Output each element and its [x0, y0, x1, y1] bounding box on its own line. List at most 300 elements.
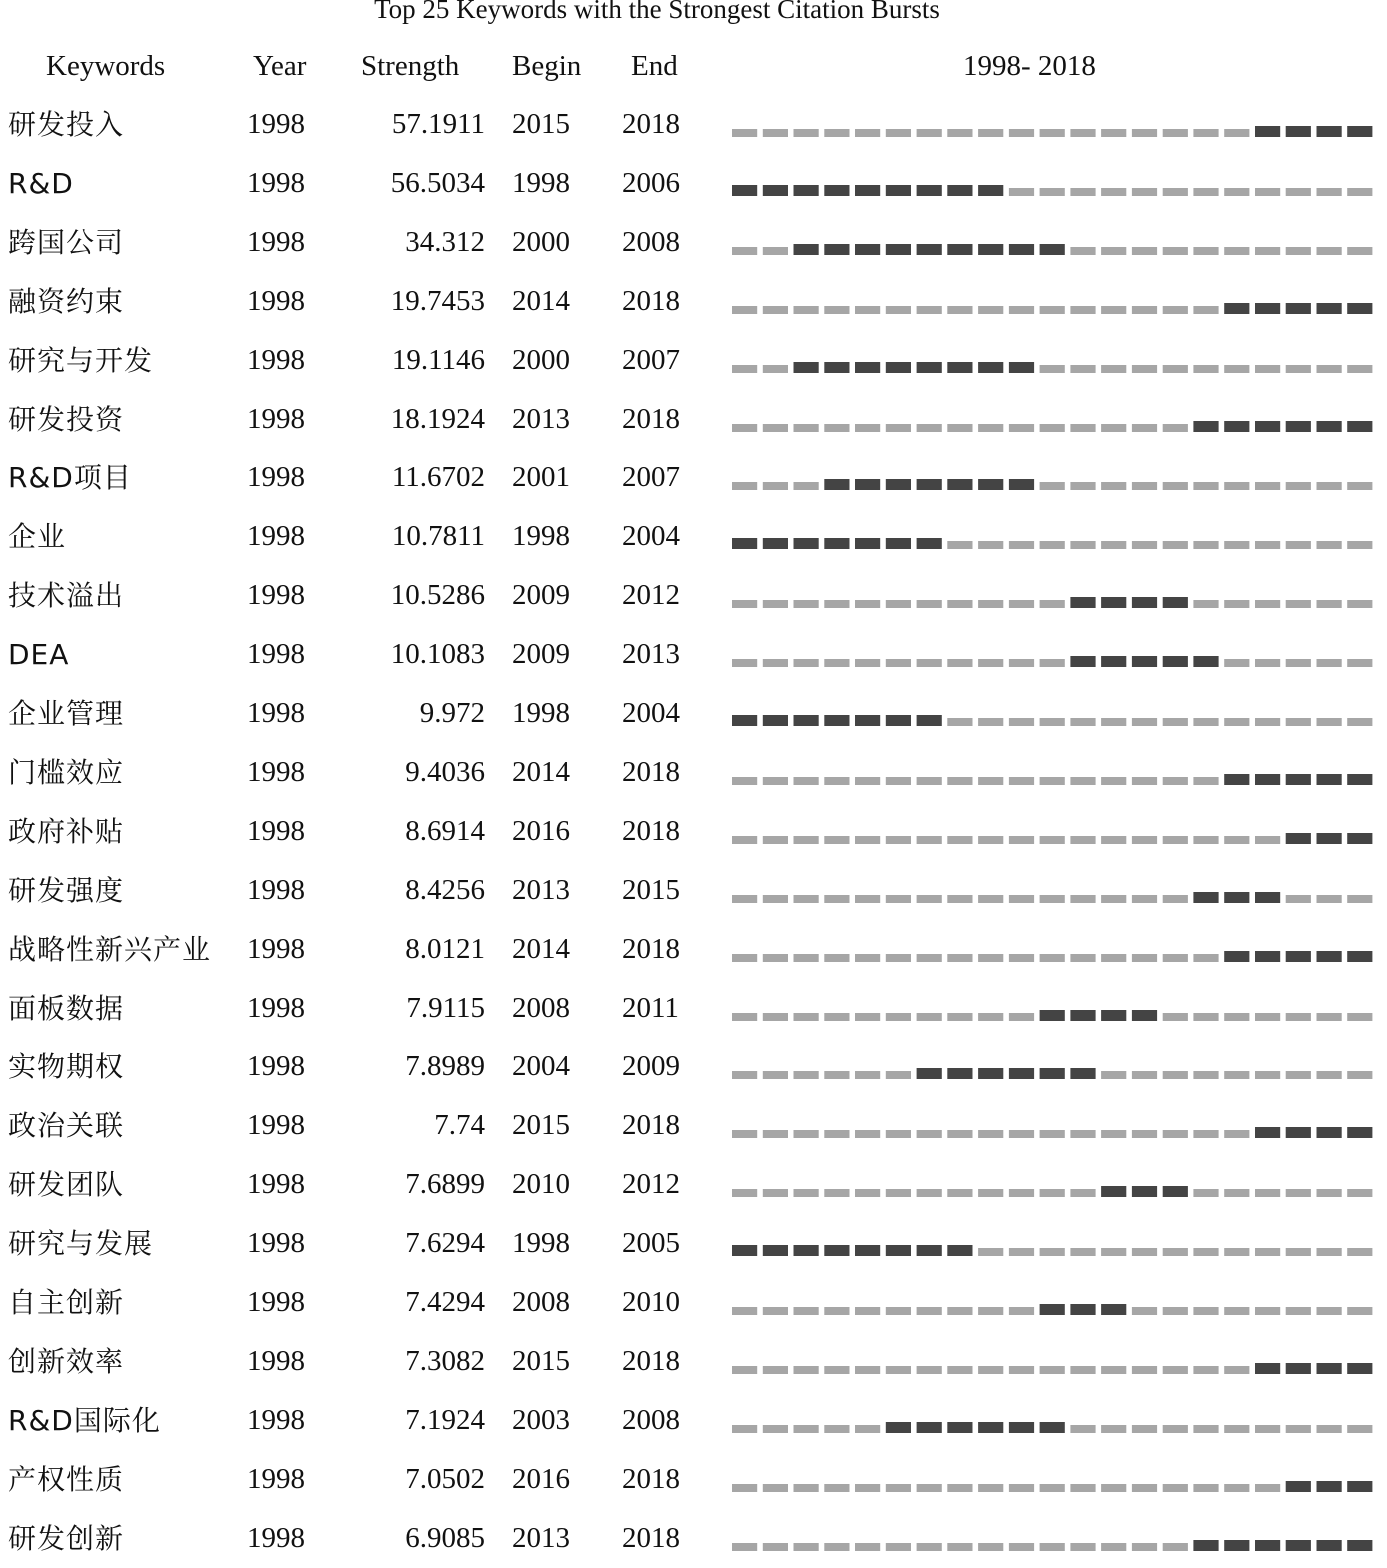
year-segment	[978, 306, 1003, 314]
burst-timeline	[0, 979, 1387, 1038]
year-segment	[886, 424, 911, 432]
year-segment	[1286, 1248, 1311, 1256]
year-segment	[763, 129, 788, 137]
year-segment	[1101, 1425, 1126, 1433]
burst-timeline	[0, 331, 1387, 390]
year-segment	[1193, 718, 1218, 726]
year-segment	[1163, 1484, 1188, 1492]
begin-cell: 2016	[512, 1462, 570, 1495]
year-cell: 1998	[247, 1168, 305, 1201]
burst-segment	[1101, 1010, 1126, 1021]
burst-segment	[886, 1422, 911, 1433]
year-segment	[978, 659, 1003, 667]
year-segment	[1255, 836, 1280, 844]
year-segment	[1193, 1013, 1218, 1021]
year-segment	[855, 1366, 880, 1374]
burst-segment	[1317, 1127, 1342, 1138]
burst-segment	[763, 715, 788, 726]
year-segment	[978, 836, 1003, 844]
burst-segment	[1317, 126, 1342, 137]
begin-cell: 2009	[512, 579, 570, 612]
burst-segment	[1101, 656, 1126, 667]
burst-segment	[917, 1068, 942, 1079]
keyword-cell: 融资约束	[8, 284, 125, 318]
year-segment	[1255, 247, 1280, 255]
keyword-cell: 创新效率	[8, 1344, 125, 1378]
year-segment	[1255, 1307, 1280, 1315]
begin-cell: 1998	[512, 697, 570, 729]
year-segment	[763, 306, 788, 314]
burst-segment	[917, 538, 942, 549]
year-segment	[1347, 482, 1372, 490]
burst-segment	[1101, 597, 1126, 608]
year-segment	[1070, 1484, 1095, 1492]
burst-segment	[1347, 1363, 1372, 1374]
year-segment	[1009, 541, 1034, 549]
end-cell: 2010	[622, 1286, 680, 1318]
year-cell: 1998	[247, 873, 305, 906]
burst-segment	[855, 362, 880, 373]
year-segment	[855, 777, 880, 785]
year-segment	[1255, 1425, 1280, 1433]
year-segment	[1009, 954, 1034, 962]
year-segment	[1347, 188, 1372, 196]
strength-cell: 18.1924	[390, 402, 485, 435]
end-cell: 2018	[622, 108, 680, 140]
year-segment	[1040, 1543, 1065, 1551]
year-segment	[1132, 306, 1157, 314]
year-segment	[1347, 1248, 1372, 1256]
year-cell: 1998	[247, 1344, 305, 1377]
year-segment	[732, 659, 757, 667]
year-segment	[1255, 365, 1280, 373]
keyword-cell: 研发强度	[8, 873, 125, 907]
year-segment	[1132, 1366, 1157, 1374]
year-segment	[1317, 365, 1342, 373]
burst-timeline	[0, 1155, 1387, 1214]
year-segment	[947, 600, 972, 608]
burst-segment	[1255, 303, 1280, 314]
year-segment	[1224, 836, 1249, 844]
year-segment	[978, 1189, 1003, 1197]
year-segment	[1163, 895, 1188, 903]
burst-segment	[824, 362, 849, 373]
year-segment	[1101, 895, 1126, 903]
year-segment	[1224, 1366, 1249, 1374]
end-cell: 2008	[622, 1403, 680, 1436]
strength-cell: 7.6899	[405, 1168, 485, 1201]
burst-timeline	[0, 95, 1387, 154]
table-row	[0, 272, 1387, 331]
burst-segment	[1317, 774, 1342, 785]
year-segment	[1132, 1425, 1157, 1433]
year-segment	[1347, 1071, 1372, 1079]
burst-segment	[1009, 1422, 1034, 1433]
burst-timeline	[0, 684, 1387, 743]
year-segment	[947, 541, 972, 549]
end-cell: 2018	[622, 284, 680, 317]
year-segment	[1070, 777, 1095, 785]
year-segment	[978, 1307, 1003, 1315]
year-segment	[886, 1013, 911, 1021]
year-cell: 1998	[247, 1521, 305, 1554]
year-segment	[947, 1484, 972, 1492]
burst-segment	[917, 715, 942, 726]
year-segment	[1163, 365, 1188, 373]
strength-cell: 7.4294	[405, 1286, 485, 1318]
year-segment	[978, 1130, 1003, 1138]
year-segment	[1009, 718, 1034, 726]
burst-segment	[1009, 1068, 1034, 1079]
year-cell: 1998	[247, 1403, 305, 1436]
year-segment	[1132, 1307, 1157, 1315]
strength-cell: 9.4036	[405, 755, 485, 788]
year-segment	[1224, 1013, 1249, 1021]
end-cell: 2007	[622, 461, 680, 494]
year-segment	[917, 306, 942, 314]
year-segment	[1255, 1189, 1280, 1197]
begin-cell: 1998	[512, 166, 570, 199]
year-segment	[1193, 836, 1218, 844]
burst-segment	[1317, 303, 1342, 314]
year-segment	[1224, 188, 1249, 196]
year-segment	[824, 306, 849, 314]
year-segment	[824, 424, 849, 432]
burst-timeline	[0, 861, 1387, 920]
year-segment	[1347, 895, 1372, 903]
year-cell: 1998	[247, 991, 305, 1024]
year-segment	[1286, 188, 1311, 196]
year-segment	[763, 777, 788, 785]
burst-segment	[947, 1068, 972, 1079]
begin-cell: 2013	[512, 873, 570, 906]
year-segment	[947, 836, 972, 844]
table-row	[0, 1037, 1387, 1096]
table-row	[0, 1450, 1387, 1509]
keyword-cell: 研究与开发	[8, 343, 154, 377]
burst-segment	[947, 1245, 972, 1256]
end-cell: 2018	[622, 402, 680, 435]
year-segment	[1193, 777, 1218, 785]
year-segment	[1317, 1189, 1342, 1197]
year-segment	[978, 424, 1003, 432]
year-segment	[947, 659, 972, 667]
begin-cell: 2015	[512, 1344, 570, 1377]
year-segment	[1070, 247, 1095, 255]
begin-cell: 2008	[512, 991, 570, 1024]
year-segment	[886, 777, 911, 785]
year-segment	[886, 1189, 911, 1197]
year-segment	[1040, 541, 1065, 549]
year-segment	[1224, 247, 1249, 255]
year-segment	[763, 365, 788, 373]
year-segment	[917, 1189, 942, 1197]
burst-segment	[855, 244, 880, 255]
begin-cell: 1998	[512, 520, 570, 553]
year-segment	[1224, 129, 1249, 137]
year-segment	[1255, 718, 1280, 726]
year-segment	[763, 1071, 788, 1079]
year-segment	[886, 129, 911, 137]
year-segment	[978, 1543, 1003, 1551]
year-segment	[855, 836, 880, 844]
year-segment	[886, 1484, 911, 1492]
year-segment	[978, 954, 1003, 962]
burst-segment	[886, 185, 911, 196]
end-cell: 2011	[622, 991, 679, 1024]
year-segment	[1070, 718, 1095, 726]
year-segment	[1070, 482, 1095, 490]
begin-cell: 2015	[512, 108, 570, 140]
year-segment	[1255, 659, 1280, 667]
strength-cell: 7.8989	[405, 1050, 485, 1083]
year-segment	[1163, 424, 1188, 432]
year-segment	[1347, 1013, 1372, 1021]
burst-segment	[978, 479, 1003, 490]
year-segment	[1009, 188, 1034, 196]
burst-segment	[947, 362, 972, 373]
year-segment	[1193, 482, 1218, 490]
year-segment	[947, 1013, 972, 1021]
year-segment	[1286, 659, 1311, 667]
burst-segment	[1347, 1127, 1372, 1138]
year-segment	[1009, 424, 1034, 432]
year-segment	[1193, 1071, 1218, 1079]
year-segment	[1132, 1248, 1157, 1256]
year-segment	[824, 954, 849, 962]
year-segment	[1224, 1130, 1249, 1138]
burst-segment	[824, 538, 849, 549]
year-segment	[1009, 1307, 1034, 1315]
table-row	[0, 802, 1387, 861]
year-cell: 1998	[247, 1227, 305, 1260]
burst-segment	[1224, 1540, 1249, 1551]
year-segment	[763, 954, 788, 962]
burst-segment	[732, 185, 757, 196]
year-segment	[1347, 1189, 1372, 1197]
keyword-cell: 政治关联	[8, 1109, 125, 1143]
year-segment	[1163, 1307, 1188, 1315]
header-keywords: Keywords	[46, 50, 166, 82]
burst-segment	[1347, 833, 1372, 844]
year-segment	[824, 1130, 849, 1138]
year-segment	[1101, 1248, 1126, 1256]
year-segment	[1193, 1425, 1218, 1433]
burst-segment	[1101, 1186, 1126, 1197]
year-segment	[1070, 1366, 1095, 1374]
year-segment	[855, 1425, 880, 1433]
burst-timeline	[0, 1391, 1387, 1450]
year-segment	[732, 129, 757, 137]
keyword-cell: 实物期权	[8, 1050, 125, 1084]
year-cell: 1998	[247, 1050, 305, 1083]
burst-segment	[794, 244, 819, 255]
year-segment	[824, 836, 849, 844]
year-segment	[855, 306, 880, 314]
year-segment	[1101, 365, 1126, 373]
year-segment	[947, 1189, 972, 1197]
year-segment	[1009, 1130, 1034, 1138]
burst-segment	[1347, 774, 1372, 785]
year-segment	[1317, 1071, 1342, 1079]
year-segment	[1317, 188, 1342, 196]
year-segment	[1040, 659, 1065, 667]
year-segment	[794, 1307, 819, 1315]
burst-segment	[763, 185, 788, 196]
begin-cell: 2013	[512, 402, 570, 435]
year-segment	[732, 1484, 757, 1492]
year-segment	[1193, 1366, 1218, 1374]
year-segment	[978, 129, 1003, 137]
end-cell: 2008	[622, 225, 680, 258]
burst-segment	[1132, 1186, 1157, 1197]
year-segment	[1163, 1366, 1188, 1374]
burst-segment	[1286, 1481, 1311, 1492]
year-cell: 1998	[247, 461, 305, 494]
burst-segment	[1255, 1363, 1280, 1374]
strength-cell: 7.9115	[406, 991, 485, 1024]
year-segment	[732, 1307, 757, 1315]
year-segment	[794, 1013, 819, 1021]
strength-cell: 11.6702	[391, 461, 485, 494]
burst-segment	[794, 538, 819, 549]
year-segment	[1163, 1248, 1188, 1256]
year-segment	[732, 424, 757, 432]
year-segment	[886, 954, 911, 962]
table-row	[0, 1214, 1387, 1273]
year-segment	[1317, 247, 1342, 255]
year-segment	[732, 600, 757, 608]
burst-segment	[794, 1245, 819, 1256]
burst-timeline	[0, 213, 1387, 272]
year-segment	[1040, 1248, 1065, 1256]
burst-segment	[855, 538, 880, 549]
year-segment	[1101, 424, 1126, 432]
strength-cell: 10.7811	[391, 520, 485, 553]
year-segment	[886, 895, 911, 903]
burst-timeline	[0, 507, 1387, 566]
strength-cell: 34.312	[405, 225, 485, 258]
year-segment	[1224, 1071, 1249, 1079]
burst-segment	[917, 185, 942, 196]
year-segment	[1009, 659, 1034, 667]
year-segment	[1317, 1425, 1342, 1433]
year-segment	[794, 659, 819, 667]
year-segment	[1224, 1425, 1249, 1433]
burst-segment	[886, 244, 911, 255]
year-cell: 1998	[247, 284, 305, 317]
table-row	[0, 507, 1387, 566]
burst-segment	[1163, 656, 1188, 667]
year-segment	[1317, 659, 1342, 667]
year-segment	[1255, 1484, 1280, 1492]
year-segment	[855, 895, 880, 903]
year-segment	[917, 1543, 942, 1551]
burst-segment	[1224, 303, 1249, 314]
year-segment	[855, 954, 880, 962]
burst-segment	[1255, 421, 1280, 432]
burst-segment	[1347, 126, 1372, 137]
year-segment	[947, 1543, 972, 1551]
year-segment	[1132, 836, 1157, 844]
year-segment	[824, 1484, 849, 1492]
strength-cell: 7.74	[434, 1109, 485, 1142]
keyword-cell: 战略性新兴产业	[8, 932, 212, 966]
year-segment	[1163, 1013, 1188, 1021]
year-segment	[1070, 1425, 1095, 1433]
burst-segment	[1224, 892, 1249, 903]
strength-cell: 10.5286	[390, 579, 485, 612]
year-cell: 1998	[247, 1462, 305, 1495]
burst-segment	[1255, 892, 1280, 903]
burst-segment	[886, 1245, 911, 1256]
burst-timeline	[0, 154, 1387, 213]
year-segment	[1317, 600, 1342, 608]
burst-segment	[1286, 951, 1311, 962]
year-segment	[732, 954, 757, 962]
header-begin: Begin	[512, 50, 582, 82]
year-segment	[1070, 1248, 1095, 1256]
year-segment	[824, 1013, 849, 1021]
year-segment	[1163, 247, 1188, 255]
year-cell: 1998	[247, 579, 305, 612]
keyword-cell: 研发创新	[8, 1521, 125, 1555]
end-cell: 2018	[622, 1344, 680, 1377]
burst-segment	[1286, 1540, 1311, 1551]
year-segment	[1255, 188, 1280, 196]
year-segment	[1070, 1189, 1095, 1197]
burst-segment	[1040, 1304, 1065, 1315]
year-segment	[1286, 482, 1311, 490]
burst-segment	[824, 479, 849, 490]
keyword-cell: 面板数据	[8, 991, 125, 1025]
year-segment	[1101, 306, 1126, 314]
header-timeline: 1998- 2018	[963, 50, 1096, 82]
year-segment	[732, 306, 757, 314]
table-row	[0, 390, 1387, 449]
strength-cell: 8.4256	[405, 873, 485, 906]
burst-segment	[1132, 597, 1157, 608]
strength-cell: 8.6914	[405, 814, 485, 847]
year-segment	[1286, 1189, 1311, 1197]
year-segment	[1132, 1484, 1157, 1492]
table-row	[0, 566, 1387, 625]
year-segment	[1132, 777, 1157, 785]
year-segment	[978, 600, 1003, 608]
burst-segment	[794, 362, 819, 373]
burst-segment	[763, 538, 788, 549]
year-segment	[1163, 306, 1188, 314]
year-segment	[1132, 365, 1157, 373]
burst-segment	[1101, 1304, 1126, 1315]
year-segment	[1163, 1425, 1188, 1433]
year-segment	[917, 895, 942, 903]
year-segment	[1193, 1248, 1218, 1256]
burst-segment	[1286, 774, 1311, 785]
burst-segment	[917, 479, 942, 490]
year-segment	[917, 659, 942, 667]
year-segment	[1132, 1130, 1157, 1138]
burst-segment	[978, 1422, 1003, 1433]
begin-cell: 2000	[512, 343, 570, 376]
year-segment	[1163, 129, 1188, 137]
year-segment	[1163, 188, 1188, 196]
burst-segment	[1286, 1363, 1311, 1374]
year-segment	[1286, 718, 1311, 726]
table-row	[0, 213, 1387, 272]
year-segment	[1101, 188, 1126, 196]
year-segment	[794, 1484, 819, 1492]
